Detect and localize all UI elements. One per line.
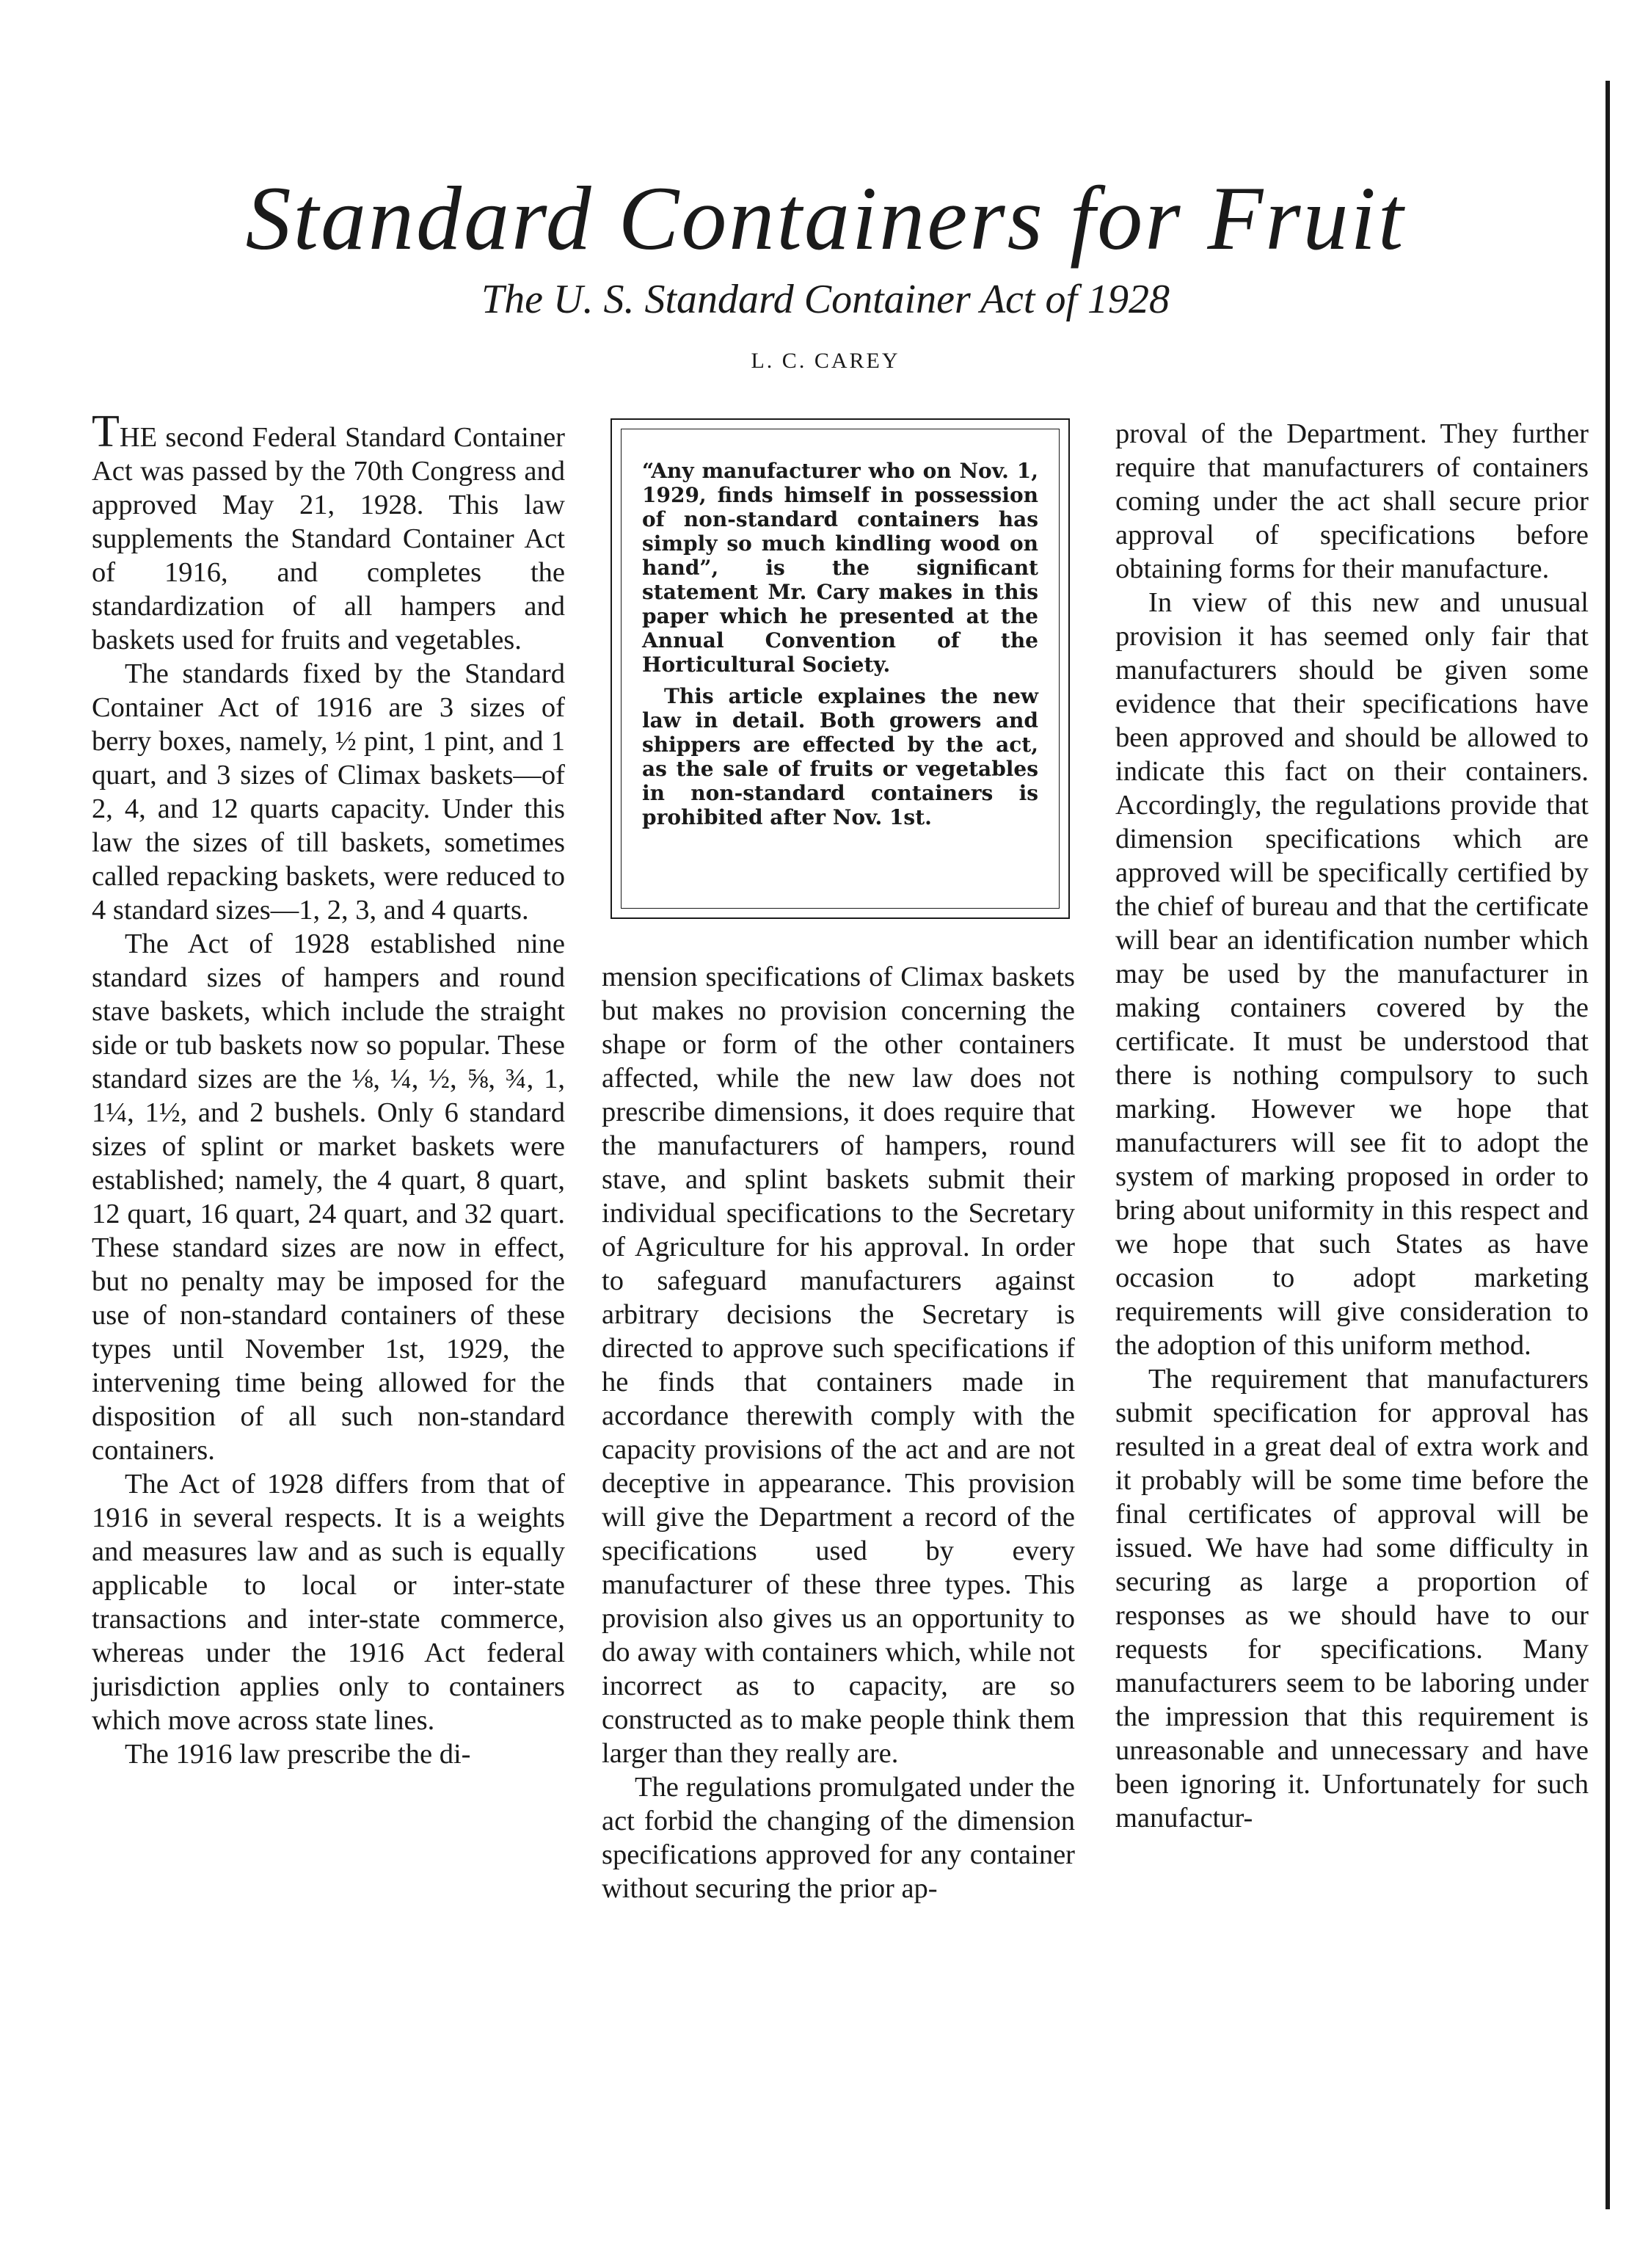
sidebar-quote-box [611, 418, 1070, 919]
paragraph-3: The Act of 1928 established nine standard sizes of hampers and round stave baskets, which include the straight side or tub baskets now so popular. These standard sizes are the ⅛, ¼, ½, ⅝, ¾, 1, 1¼, 1½, and 2 bushels. Only 6 standard sizes of splint or market baskets were established; namely, the 4 quart, 8 quart, 12 quart, 16 quart, 24 quart, and 32 quart. These standard sizes are now in effect, but no penalty may be imposed for the use of non-standard containers of these types until November 1st, 1929, the intervening time being allowed for the disposition of all such non-standard containers. [92, 928, 565, 1466]
paragraph-7: In view of this new and unusual provision it has seemed only fair that manufacturers should be given some evidence that their specifications have been approved and should be allowed to indicate this fact on their containers. Accordingly, the regulations provide that dimension specifications which are approved will be specifically certified by the chief of bureau and that the certificate will bear an identification number which may be used by the manufacturer in making containers covered by the certificate. It must be understood that there is nothing compulsory to such marking. However we hope that manufacturers will see fit to adopt the system of marking proposed in order to bring about uniformity in this respect and we hope that such States as have occasion to adopt marketing requirements will give consideration to the adoption of this uniform method. [1115, 587, 1589, 1361]
column-3 [1115, 417, 1589, 1835]
paragraph-6-continued: proval of the Department. They further require that manufacturers of containers coming under the act shall secure prior approval of specifications before obtaining forms for their manufacture. [1115, 418, 1589, 584]
column-1 [92, 407, 565, 1771]
paragraph-5-start: The 1916 law prescribe the di- [125, 1739, 471, 1770]
paragraph-2: The standards fixed by the Standard Container Act of 1916 are 3 sizes of berry boxes, namely, ½ pint, 1 pint, and 1 quart, and 3 sizes of Climax baskets—of 2, 4, and 12 quarts capacity. Under this law the sizes of till baskets, sometimes called repacking baskets, were reduced to 4 standard sizes—1, 2, 3, and 4 quarts. [92, 658, 565, 926]
column-2 [602, 960, 1075, 1905]
sidebar-explanation-text: This article explaines the new law in detail. Both growers and shippers are effected by the act, as the sale of fruits or vegetables in non-standard containers is prohibited after Nov. 1st. [642, 684, 1038, 829]
paragraph-4: The Act of 1928 differs from that of 1916 in several respects. It is a weights and measures law and as such is equally applicable to local or inter-state transactions and inter-state commerce, whereas under the 1916 Act federal jurisdiction applies only to containers which move across state lines. [92, 1469, 565, 1736]
sidebar-quote-inner [621, 429, 1060, 909]
paragraph-6-start: The regulations promulgated under the act forbid the changing of the dimension specifications approved for any container without securing the prior ap- [602, 1772, 1075, 1904]
paragraph-1-text: HE second Federal Standard Container Act was passed by the 70th Congress and approved May 21, 1928. This law supplements the Standard Container Act of 1916, and completes the standardization of all hampers and baskets used for fruits and vegetables. [92, 422, 565, 655]
article-subtitle: The U. S. Standard Container Act of 1928 [481, 277, 1170, 322]
paragraph-5-continued: mension specifications of Climax baskets but makes no provision concerning the shape or form of the other containers affected, while the new law does not prescribe dimensions, it does require that the manufacturers of hampers, round stave, and splint baskets submit their individual specifications to the Secretary of Agriculture for his approval. In order to safeguard manufacturers against arbitrary decisions the Secretary is directed to approve such specifications if he finds that containers made in accordance therewith comply with the capacity provisions of the act and are not deceptive in appearance. This provision will give the Department a record of the specifications used by every manufacturer of these three types. This provision also gives us an opportunity to do away with containers which, while not incorrect as to capacity, are so constructed as to make people think them larger than they really are. [602, 962, 1075, 1769]
drop-cap: T [92, 407, 120, 457]
article-title: Standard Containers for Fruit [245, 168, 1406, 269]
paragraph-8: The requirement that manufacturers submit specification for approval has resulted in a great deal of extra work and it probably will be some time before the final certificates of approval will be issued. We have had some difficulty in securing as large a proportion of responses as we should have to our requests for specifications. Many manufacturers seem to be laboring under the impression that this requirement is unreasonable and unnecessary and have been ignoring it. Unfortunately for such manufactur- [1115, 1364, 1589, 1833]
article-author: L. C. CAREY [751, 349, 900, 373]
page-edge-rule [1606, 81, 1610, 2209]
paragraph-1 [92, 407, 565, 657]
sidebar-quote-text: “Any manufacturer who on Nov. 1, 1929, finds himself in possession of non-standard containers has simply so much kindling wood on hand”, is the significant statement Mr. Cary makes in this paper which he presented at the Annual Convention of the Horticultural Society. [642, 459, 1038, 677]
